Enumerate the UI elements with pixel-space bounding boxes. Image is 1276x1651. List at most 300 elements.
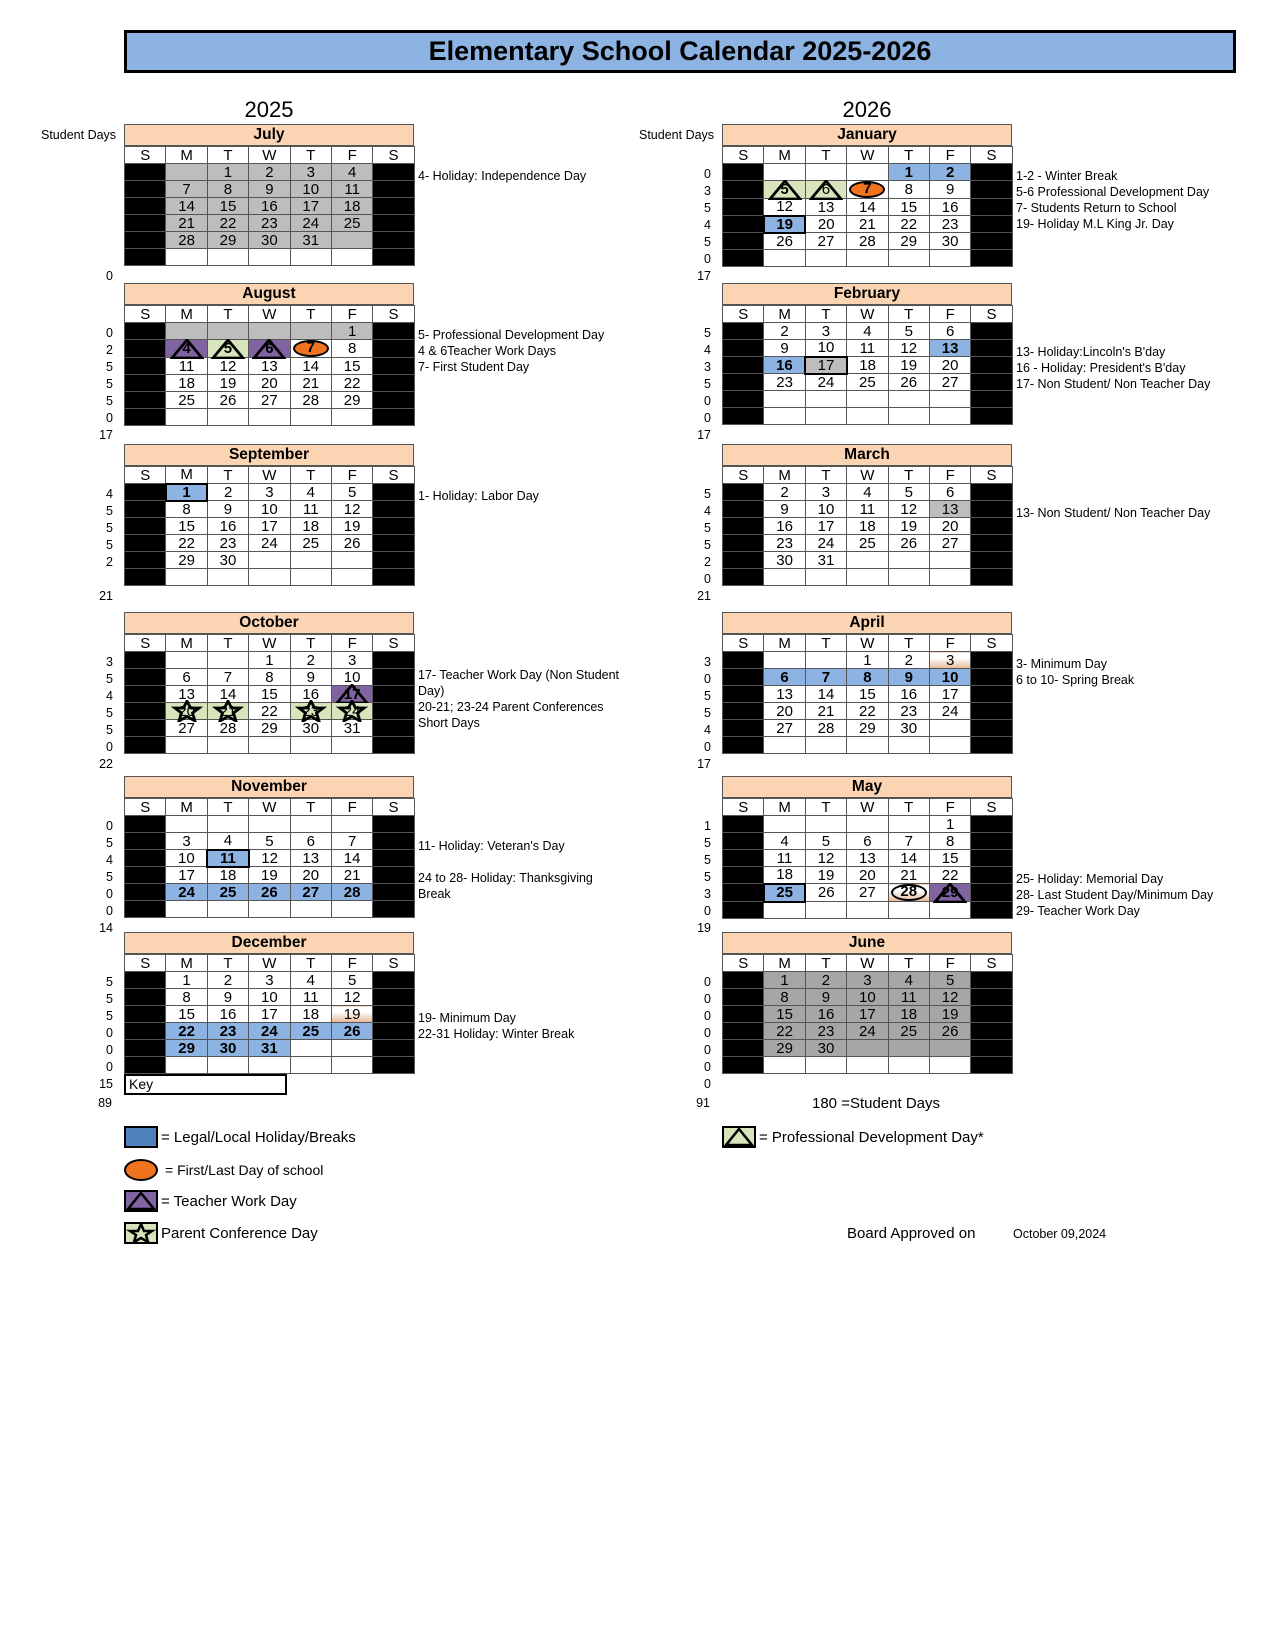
day-cell: 21 xyxy=(888,867,929,884)
empty-cell xyxy=(125,901,166,918)
weekday-header: M xyxy=(166,467,207,484)
empty-cell xyxy=(888,250,929,267)
empty-cell xyxy=(125,164,166,181)
day-cell: 8 xyxy=(929,833,970,850)
day-cell: 7 xyxy=(888,833,929,850)
weekday-header: S xyxy=(971,147,1012,164)
month-grid xyxy=(722,146,1013,267)
empty-cell xyxy=(723,884,764,902)
empty-cell xyxy=(290,552,331,569)
month-november xyxy=(124,776,414,918)
empty-cell xyxy=(125,392,166,409)
empty-cell xyxy=(723,484,764,501)
weekday-header: T xyxy=(207,467,248,484)
student-days-count: 0 xyxy=(704,394,711,408)
empty-cell xyxy=(764,164,805,181)
day-cell: 8 xyxy=(888,181,929,199)
empty-cell xyxy=(125,552,166,569)
weekday-header: W xyxy=(847,799,888,816)
empty-cell xyxy=(805,816,846,833)
empty-cell xyxy=(971,737,1012,754)
weekday-header: S xyxy=(971,955,1012,972)
note-line: 6 to 10- Spring Break xyxy=(1016,673,1135,687)
empty-cell xyxy=(723,972,764,989)
day-cell: 6 xyxy=(929,323,970,340)
weekday-header: S xyxy=(971,467,1012,484)
day-cell: 8 xyxy=(331,340,372,358)
student-days-count: 5 xyxy=(704,689,711,703)
empty-cell xyxy=(373,867,414,884)
weekday-header: T xyxy=(207,635,248,652)
empty-cell xyxy=(249,816,290,833)
empty-cell xyxy=(805,652,846,669)
day-cell: 30 xyxy=(929,233,970,250)
day-cell: 16 xyxy=(249,198,290,215)
empty-cell xyxy=(331,1057,372,1074)
weekday-header: S xyxy=(971,635,1012,652)
empty-cell xyxy=(888,569,929,586)
day-cell: 13 xyxy=(929,340,970,357)
day-cell: 23 xyxy=(929,216,970,233)
weekday-header: T xyxy=(290,306,331,323)
day-cell: 31 xyxy=(805,552,846,569)
student-days-count: 0 xyxy=(704,1043,711,1057)
weekday-header: F xyxy=(929,635,970,652)
day-cell: 23 xyxy=(764,535,805,552)
empty-cell xyxy=(971,686,1012,703)
empty-cell xyxy=(723,686,764,703)
month-name: May xyxy=(722,776,1012,798)
student-days-count: 0 xyxy=(704,1009,711,1023)
empty-cell xyxy=(723,989,764,1006)
month-name: March xyxy=(722,444,1012,466)
empty-cell xyxy=(847,1057,888,1074)
empty-cell xyxy=(929,552,970,569)
month-june xyxy=(722,932,1012,1074)
day-cell: 21 xyxy=(331,867,372,884)
key-box: Key xyxy=(124,1074,287,1095)
empty-cell xyxy=(805,391,846,408)
day-cell: 5 xyxy=(331,972,372,989)
day-cell: 3 xyxy=(166,833,207,850)
note-line: Break xyxy=(418,887,451,901)
empty-cell xyxy=(764,569,805,586)
empty-cell xyxy=(125,198,166,215)
day-cell: 5 xyxy=(888,323,929,340)
weekday-header: S xyxy=(373,306,414,323)
month-march xyxy=(722,444,1012,586)
triangle-icon xyxy=(722,1126,756,1148)
day-cell: 17 xyxy=(249,1006,290,1023)
day-cell: 9 xyxy=(929,181,970,199)
empty-cell xyxy=(764,391,805,408)
day-cell: 29 xyxy=(207,232,248,249)
day-cell: 20 xyxy=(764,703,805,720)
day-cell: 16 xyxy=(207,518,248,535)
weekday-header: F xyxy=(929,306,970,323)
empty-cell xyxy=(373,552,414,569)
day-cell: 4 xyxy=(166,340,207,358)
weekday-header: M xyxy=(166,147,207,164)
day-cell: 2 xyxy=(888,652,929,669)
weekday-header: W xyxy=(847,147,888,164)
month-july xyxy=(124,124,414,266)
day-cell: 15 xyxy=(207,198,248,215)
empty-cell xyxy=(125,501,166,518)
left-grand-total: 89 xyxy=(98,1096,112,1110)
weekday-header: S xyxy=(723,955,764,972)
empty-cell xyxy=(971,518,1012,535)
day-cell: 11 xyxy=(290,989,331,1006)
day-cell: 10 xyxy=(847,989,888,1006)
empty-cell xyxy=(125,569,166,586)
empty-cell xyxy=(290,816,331,833)
day-cell: 10 xyxy=(331,669,372,686)
day-cell: 15 xyxy=(331,358,372,375)
weekday-header: T xyxy=(805,799,846,816)
day-cell: 25 xyxy=(764,884,805,902)
day-cell: 26 xyxy=(331,535,372,552)
day-cell: 20 xyxy=(290,867,331,884)
student-days-count: 0 xyxy=(106,1060,113,1074)
key-teacher-work xyxy=(124,1190,297,1212)
empty-cell xyxy=(971,216,1012,233)
student-days-count: 4 xyxy=(704,218,711,232)
day-cell: 12 xyxy=(888,501,929,518)
day-cell: 27 xyxy=(290,884,331,901)
student-days-count: 2 xyxy=(106,343,113,357)
day-cell: 12 xyxy=(331,989,372,1006)
day-cell: 26 xyxy=(207,392,248,409)
empty-cell xyxy=(373,1057,414,1074)
day-cell: 5 xyxy=(929,972,970,989)
empty-cell xyxy=(971,1023,1012,1040)
day-cell: 11 xyxy=(207,850,248,867)
note-line: 1-2 - Winter Break xyxy=(1016,169,1118,183)
day-cell: 11 xyxy=(290,501,331,518)
empty-cell xyxy=(125,989,166,1006)
day-cell: 20 xyxy=(929,357,970,374)
student-days-count: 0 xyxy=(106,819,113,833)
day-cell: 2 xyxy=(764,323,805,340)
month-total: 17 xyxy=(697,428,711,442)
empty-cell xyxy=(125,850,166,867)
empty-cell xyxy=(373,989,414,1006)
empty-cell xyxy=(125,484,166,501)
empty-cell xyxy=(249,737,290,754)
empty-cell xyxy=(125,884,166,901)
month-february xyxy=(722,283,1012,425)
day-cell: 21 xyxy=(290,375,331,392)
empty-cell xyxy=(373,392,414,409)
day-cell: 18 xyxy=(847,518,888,535)
day-cell: 17 xyxy=(249,518,290,535)
empty-cell xyxy=(723,1023,764,1040)
empty-cell xyxy=(847,552,888,569)
empty-cell xyxy=(290,323,331,340)
month-total: 0 xyxy=(704,1077,711,1091)
weekday-header: F xyxy=(929,955,970,972)
empty-cell xyxy=(290,901,331,918)
day-cell: 3 xyxy=(805,484,846,501)
day-cell: 16 xyxy=(290,686,331,703)
day-cell: 19 xyxy=(249,867,290,884)
note-line xyxy=(418,854,593,870)
day-cell: 19 xyxy=(929,1006,970,1023)
day-cell: 12 xyxy=(929,989,970,1006)
day-cell: 26 xyxy=(805,884,846,902)
empty-cell xyxy=(373,652,414,669)
note-line: 22-31 Holiday: Winter Break xyxy=(418,1027,575,1041)
month-total: 0 xyxy=(106,269,113,283)
empty-cell xyxy=(373,901,414,918)
day-cell: 16 xyxy=(764,518,805,535)
day-cell: 15 xyxy=(929,850,970,867)
month-grid xyxy=(124,466,415,586)
month-total: 21 xyxy=(99,589,113,603)
day-cell: 6 xyxy=(764,669,805,686)
day-cell: 1 xyxy=(888,164,929,181)
student-days-count: 4 xyxy=(704,343,711,357)
empty-cell xyxy=(249,323,290,340)
student-days-count: 3 xyxy=(704,887,711,901)
empty-cell xyxy=(929,1040,970,1057)
day-cell: 25 xyxy=(847,374,888,391)
empty-cell xyxy=(723,501,764,518)
weekday-header: S xyxy=(723,635,764,652)
day-cell: 19 xyxy=(331,518,372,535)
empty-cell xyxy=(125,703,166,720)
month-notes xyxy=(418,168,586,184)
weekday-header: W xyxy=(847,635,888,652)
weekday-header: M xyxy=(764,147,805,164)
day-cell: 27 xyxy=(249,392,290,409)
year-2025: 2025 xyxy=(244,97,294,122)
month-grid xyxy=(124,305,415,426)
day-cell: 28 xyxy=(331,884,372,901)
day-cell: 8 xyxy=(847,669,888,686)
weekday-header: W xyxy=(249,147,290,164)
weekday-header: T xyxy=(207,306,248,323)
empty-cell xyxy=(971,391,1012,408)
day-cell: 19 xyxy=(888,518,929,535)
note-line: 4- Holiday: Independence Day xyxy=(418,169,587,183)
empty-cell xyxy=(373,164,414,181)
empty-cell xyxy=(249,249,290,266)
empty-cell xyxy=(125,215,166,232)
student-days-count: 5 xyxy=(704,326,711,340)
day-cell: 23 xyxy=(805,1023,846,1040)
day-cell: 23 xyxy=(207,1023,248,1040)
day-cell: 10 xyxy=(929,669,970,686)
empty-cell xyxy=(373,569,414,586)
day-cell: 30 xyxy=(805,1040,846,1057)
day-cell: 23 xyxy=(888,703,929,720)
note-line: Day) xyxy=(418,684,445,698)
student-days-count: 5 xyxy=(106,672,113,686)
day-cell: 19 xyxy=(331,1006,372,1023)
day-cell: 5 xyxy=(888,484,929,501)
empty-cell xyxy=(888,816,929,833)
empty-cell xyxy=(805,1057,846,1074)
empty-cell xyxy=(125,833,166,850)
day-cell: 20 xyxy=(929,518,970,535)
empty-cell xyxy=(125,686,166,703)
month-name: April xyxy=(722,612,1012,634)
empty-cell xyxy=(125,535,166,552)
empty-cell xyxy=(125,340,166,358)
day-cell: 11 xyxy=(888,989,929,1006)
day-cell: 6 xyxy=(805,181,846,199)
day-cell: 4 xyxy=(847,323,888,340)
weekday-header: S xyxy=(373,955,414,972)
day-cell: 31 xyxy=(290,232,331,249)
weekday-header: T xyxy=(290,635,331,652)
student-days-count: 4 xyxy=(704,723,711,737)
empty-cell xyxy=(971,250,1012,267)
student-days-count: 4 xyxy=(106,689,113,703)
day-cell: 1 xyxy=(166,484,207,501)
student-days-count: 4 xyxy=(704,504,711,518)
empty-cell xyxy=(929,569,970,586)
day-cell: 9 xyxy=(764,340,805,357)
weekday-header: M xyxy=(764,799,805,816)
weekday-header: F xyxy=(331,306,372,323)
student-days-count: 0 xyxy=(704,740,711,754)
day-cell: 30 xyxy=(290,720,331,737)
day-cell: 13 xyxy=(764,686,805,703)
month-may xyxy=(722,776,1012,919)
empty-cell xyxy=(805,250,846,267)
weekday-header: T xyxy=(207,147,248,164)
weekday-header: T xyxy=(805,955,846,972)
day-cell: 18 xyxy=(290,518,331,535)
weekday-header: F xyxy=(929,147,970,164)
empty-cell xyxy=(166,409,207,426)
empty-cell xyxy=(847,737,888,754)
student-days-count: 3 xyxy=(704,360,711,374)
day-cell: 24 xyxy=(290,215,331,232)
empty-cell xyxy=(971,669,1012,686)
day-cell: 23 xyxy=(249,215,290,232)
month-october xyxy=(124,612,414,754)
empty-cell xyxy=(166,737,207,754)
empty-cell xyxy=(207,249,248,266)
month-total: 22 xyxy=(99,757,113,771)
empty-cell xyxy=(373,669,414,686)
month-grid xyxy=(722,466,1013,586)
empty-cell xyxy=(764,408,805,425)
day-cell: 18 xyxy=(847,357,888,374)
empty-cell xyxy=(723,408,764,425)
weekday-header: T xyxy=(805,467,846,484)
student-days-count: 0 xyxy=(704,672,711,686)
key-prof-dev xyxy=(722,1126,984,1148)
empty-cell xyxy=(373,816,414,833)
weekday-header: F xyxy=(331,955,372,972)
empty-cell xyxy=(373,215,414,232)
day-cell: 22 xyxy=(929,867,970,884)
day-cell: 10 xyxy=(249,989,290,1006)
empty-cell xyxy=(290,569,331,586)
empty-cell xyxy=(207,652,248,669)
month-notes xyxy=(418,838,593,902)
day-cell: 24 xyxy=(805,374,846,391)
day-cell: 19 xyxy=(888,357,929,374)
month-notes xyxy=(418,1010,574,1042)
empty-cell xyxy=(971,552,1012,569)
student-days-count: 2 xyxy=(106,555,113,569)
weekday-header: T xyxy=(207,955,248,972)
empty-cell xyxy=(373,518,414,535)
empty-cell xyxy=(723,867,764,884)
weekday-header: T xyxy=(888,635,929,652)
month-name: September xyxy=(124,444,414,466)
empty-cell xyxy=(373,232,414,249)
triangle-icon xyxy=(124,1190,158,1212)
empty-cell xyxy=(723,902,764,919)
empty-cell xyxy=(290,409,331,426)
day-cell: 25 xyxy=(331,215,372,232)
day-cell: 17 xyxy=(166,867,207,884)
empty-cell xyxy=(125,737,166,754)
day-cell: 23 xyxy=(207,535,248,552)
month-name: February xyxy=(722,283,1012,305)
empty-cell xyxy=(331,552,372,569)
empty-cell xyxy=(723,216,764,233)
note-line: 11- Holiday: Veteran's Day xyxy=(418,839,565,853)
empty-cell xyxy=(373,198,414,215)
month-grid xyxy=(722,954,1013,1074)
key-holiday-label: = Legal/Local Holiday/Breaks xyxy=(161,1128,356,1146)
empty-cell xyxy=(971,1057,1012,1074)
day-cell: 3 xyxy=(847,972,888,989)
day-cell: 29 xyxy=(249,720,290,737)
day-cell: 4 xyxy=(207,833,248,850)
day-cell: 20 xyxy=(847,867,888,884)
weekday-header: M xyxy=(764,467,805,484)
weekday-header: F xyxy=(929,799,970,816)
empty-cell xyxy=(971,535,1012,552)
empty-cell xyxy=(125,720,166,737)
day-cell: 14 xyxy=(805,686,846,703)
empty-cell xyxy=(888,737,929,754)
weekday-header: S xyxy=(125,467,166,484)
day-cell: 7 xyxy=(805,669,846,686)
empty-cell xyxy=(290,737,331,754)
weekday-header: S xyxy=(971,306,1012,323)
day-cell: 3 xyxy=(805,323,846,340)
empty-cell xyxy=(723,720,764,737)
note-line: 7- Students Return to School xyxy=(1016,201,1177,215)
day-cell: 13 xyxy=(166,686,207,703)
day-cell: 18 xyxy=(331,198,372,215)
note-line: 19- Minimum Day xyxy=(418,1011,516,1025)
day-cell: 9 xyxy=(207,501,248,518)
day-cell: 27 xyxy=(805,233,846,250)
empty-cell xyxy=(373,833,414,850)
empty-cell xyxy=(764,1057,805,1074)
empty-cell xyxy=(805,902,846,919)
note-line: 24 to 28- Holiday: Thanksgiving xyxy=(418,871,593,885)
weekday-header: T xyxy=(290,147,331,164)
day-cell: 2 xyxy=(290,652,331,669)
empty-cell xyxy=(971,1040,1012,1057)
student-days-count: 0 xyxy=(106,887,113,901)
day-cell: 14 xyxy=(207,686,248,703)
empty-cell xyxy=(373,720,414,737)
empty-cell xyxy=(723,391,764,408)
